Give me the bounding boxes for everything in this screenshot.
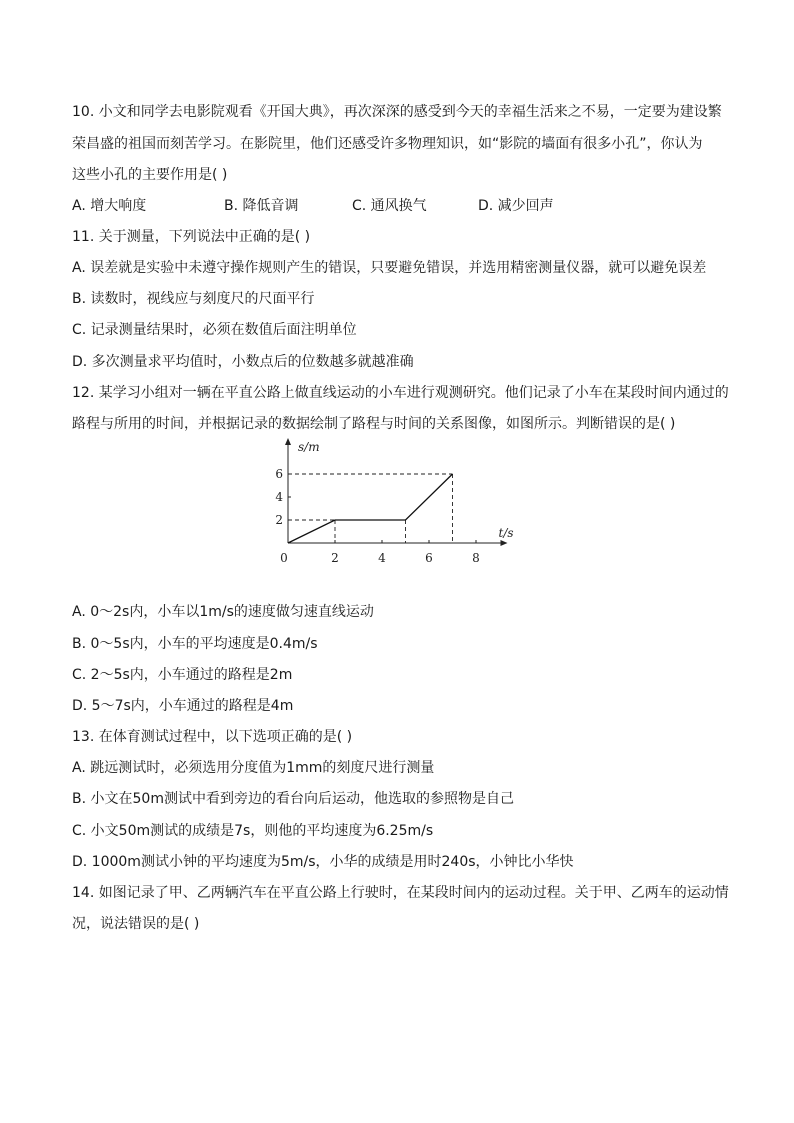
q11-option-b[interactable]: B. 读数时，视线应与刻度尺的尺面平行 [72, 291, 315, 307]
q13-stem: 13. 在体育测试过程中，以下选项正确的是( ) [72, 729, 353, 745]
q10-option-c[interactable]: C. 通风换气 [352, 198, 427, 214]
q11-option-a[interactable]: A. 误差就是实验中未遵守操作规则产生的错误，只要避免错误，并选用精密测量仪器，就可以避免误差 [72, 260, 707, 276]
x-axis-arrow [501, 540, 508, 546]
x-tick-label: 0 [280, 551, 288, 565]
distance-time-graph [270, 432, 530, 572]
y-tick-label: 2 [275, 513, 283, 527]
y-tick-label: 4 [275, 490, 283, 504]
y-axis-arrow [285, 438, 291, 445]
x-tick-label: 8 [472, 551, 480, 565]
q13-option-d[interactable]: D. 1000m测试小钟的平均速度为5m/s，小华的成绩是用时240s，小钟比小华快 [72, 854, 574, 870]
q12-stem-line-1: 12. 某学习小组对一辆在平直公路上做直线运动的小车进行观测研究。他们记录了小车在某段时间内通过的 [72, 385, 729, 401]
x-tick-label: 2 [331, 551, 339, 565]
q14-stem-line-1: 14. 如图记录了甲、乙两辆汽车在平直公路上行驶时，在某段时间内的运动过程。关于甲、乙两车的运动情 [72, 885, 729, 901]
q13-option-b[interactable]: B. 小文在50m测试中看到旁边的看台向后运动，他选取的参照物是自己 [72, 791, 514, 807]
q10-stem-line-2: 荣昌盛的祖国而刻苦学习。在影院里，他们还感受许多物理知识，如“影院的墙面有很多小孔”，你认为 [72, 136, 703, 152]
q12-stem-line-2: 路程与所用的时间，并根据记录的数据绘制了路程与时间的关系图像，如图所示。判断错误的是( ) [72, 416, 676, 432]
q11-option-c[interactable]: C. 记录测量结果时，必须在数值后面注明单位 [72, 322, 357, 338]
distance-time-line [288, 474, 453, 543]
q13-option-a[interactable]: A. 跳远测试时，必须选用分度值为1mm的刻度尺进行测量 [72, 760, 435, 776]
q10-stem-line-3: 这些小孔的主要作用是( ) [72, 167, 228, 183]
y-axis-label: s/m [298, 440, 320, 454]
q10-option-b[interactable]: B. 降低音调 [224, 198, 299, 214]
q10-option-d[interactable]: D. 减少回声 [478, 198, 554, 214]
q12-option-b[interactable]: B. 0～5s内，小车的平均速度是0.4m/s [72, 636, 318, 652]
q11-stem: 11. 关于测量，下列说法中正确的是( ) [72, 229, 311, 245]
q12-option-a[interactable]: A. 0～2s内，小车以1m/s的速度做匀速直线运动 [72, 604, 374, 620]
y-tick-label: 6 [275, 467, 283, 481]
q12-option-d[interactable]: D. 5～7s内，小车通过的路程是4m [72, 698, 294, 714]
x-axis-label: t/s [498, 526, 514, 540]
q12-option-c[interactable]: C. 2～5s内，小车通过的路程是2m [72, 667, 293, 683]
q14-stem-line-2: 况，说法错误的是( ) [72, 916, 200, 932]
q10-option-a[interactable]: A. 增大响度 [72, 198, 147, 214]
q10-stem-line-1: 10. 小文和同学去电影院观看《开国大典》，再次深深的感受到今天的幸福生活来之不易，一定要为建设繁 [72, 104, 722, 120]
q13-option-c[interactable]: C. 小文50m测试的成绩是7s，则他的平均速度为6.25m/s [72, 823, 434, 839]
x-tick-label: 4 [378, 551, 386, 565]
q11-option-d[interactable]: D. 多次测量求平均值时，小数点后的位数越多就越准确 [72, 354, 414, 370]
x-tick-label: 6 [425, 551, 433, 565]
